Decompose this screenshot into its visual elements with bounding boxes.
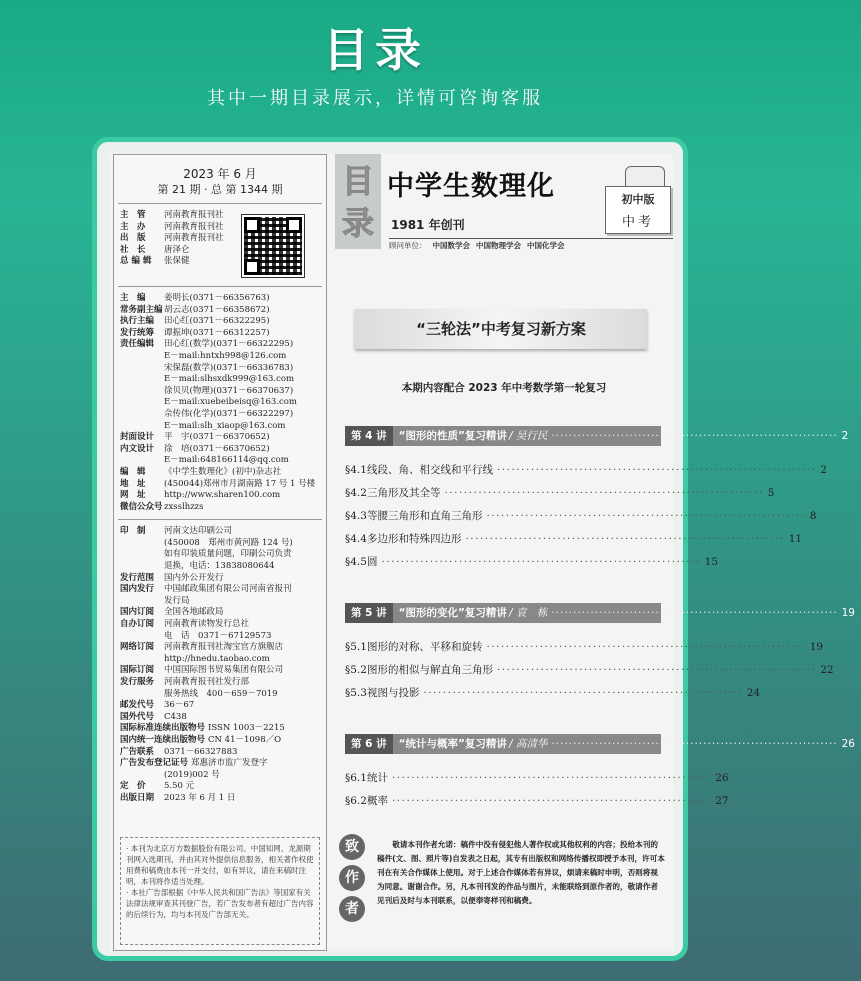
info-row — [120, 467, 326, 479]
info-label: 国外代号 — [120, 711, 155, 722]
info-row — [120, 619, 326, 631]
info-value: E－mail:slhsxdk999@163.com — [164, 374, 295, 385]
info-label: 主 管 — [120, 210, 146, 220]
entry-title: 线段、角、相交线和平行线 — [366, 464, 493, 476]
info-label: 总 编 辑 — [120, 256, 152, 267]
info-label: 编 辑 — [120, 466, 146, 477]
info-value: 河南教育报刊社 — [164, 210, 224, 220]
founded-year: 1981 年创刊 — [391, 218, 465, 232]
info-label: 出版日期 — [120, 792, 155, 803]
entry-number: §4.1 — [345, 464, 367, 476]
toc-entry — [345, 770, 729, 786]
info-label — [120, 351, 164, 363]
info-label: 常务副主编 — [120, 304, 163, 315]
issue-subnote: 本期内容配合 2023 年中考数学第一轮复习 — [401, 382, 607, 394]
info-label: 责任编辑 — [120, 339, 155, 350]
sponsors-label: 顾问单位： — [389, 241, 427, 250]
sponsors — [389, 238, 673, 251]
leader-dots: ·································································· — [391, 772, 712, 784]
info-row — [120, 432, 326, 444]
qr-finder-icon — [244, 259, 260, 275]
mulu-char: 目 — [341, 162, 374, 200]
info-value: 田心红(数学)(0371－66322295) — [164, 339, 294, 350]
info-value: 佘传伟(化学)(0371－66322297) — [164, 408, 294, 419]
info-value: http://www.sharen100.com — [164, 490, 281, 501]
info-label: 国际标准连续出版物号 — [120, 723, 206, 734]
entry-title: 图形的相似与解直角三角形 — [366, 664, 493, 676]
leader-dots: ·································································· — [496, 464, 817, 476]
info-label — [120, 549, 164, 561]
info-value: E－mail:hntxh998@126.com — [164, 350, 287, 361]
info-row — [120, 305, 326, 317]
info-label — [120, 689, 164, 701]
info-value: 河南教育报刊社发行部 — [164, 677, 250, 687]
info-label — [120, 374, 164, 386]
sponsor: 中国数学会 — [432, 241, 470, 250]
issue-date: 2023 年 6 月 — [183, 167, 257, 181]
to-authors-text: 敬请本刊作者允诺：稿件中没有侵犯他人著作权或其他权利的内容；投给本刊的稿件(文、图、照片等)自发表之日起，其专有出版权和网络传播权即授予本刊，许可本刊在有关合作媒体上使用。对于上述合作媒体若有异议，烦请来稿时申明，否则将视为同意。谢谢合作。另，凡本刊刊发的作品与图片，未能联络到原作者的，敬请作者见刊后及时与本刊联系，以便奉寄样刊和稿费。 — [377, 840, 665, 905]
info-label: 发行范围 — [120, 572, 155, 583]
info-row — [120, 735, 326, 747]
info-row — [120, 677, 326, 689]
info-label: 内文设计 — [120, 443, 155, 454]
info-label: 发行统筹 — [120, 327, 155, 338]
info-row — [120, 689, 326, 701]
entry-page: 19 — [809, 641, 824, 653]
entry-number: §5.1 — [345, 641, 367, 653]
info-value: 胡云志(0371－66358672) — [164, 304, 270, 315]
info-label — [120, 455, 164, 467]
toc-entry — [345, 531, 803, 547]
info-value: 中国邮政集团有限公司河南省报刊 — [164, 584, 292, 595]
qr-code — [242, 215, 304, 277]
toc-preview-frame — [92, 137, 855, 961]
entry-page: 24 — [746, 687, 761, 699]
info-value: 河南文达印刷公司 — [164, 526, 233, 537]
info-row — [120, 538, 326, 550]
issue-header — [114, 155, 326, 197]
info-value: (2019)002 号 — [164, 769, 220, 780]
entry-number: §4.4 — [345, 533, 367, 545]
contents-column — [335, 154, 855, 951]
info-label: 封面设计 — [120, 432, 155, 443]
info-value: ISSN 1003－2215 — [208, 723, 285, 734]
info-row — [120, 607, 326, 619]
sponsor: 中国化学会 — [527, 241, 565, 250]
info-value: 电 话 0371－67129573 — [164, 630, 272, 641]
info-value: 河南教育读物发行总社 — [164, 619, 250, 630]
leader-dots: ·································································· — [551, 607, 838, 619]
chapter-number: 第 5 讲 — [345, 603, 393, 623]
toc-page — [109, 154, 855, 951]
info-row — [120, 328, 326, 340]
info-label — [120, 386, 164, 398]
toc-entry — [345, 508, 817, 524]
imprint-column — [113, 154, 327, 951]
edition-tag — [605, 186, 671, 234]
info-row — [120, 584, 326, 596]
entry-page: 5 — [767, 487, 775, 499]
info-label: 发行服务 — [120, 677, 155, 687]
info-value: E－mail:slh_xiaop@163.com — [164, 420, 286, 431]
info-label: 网 址 — [120, 490, 146, 501]
toc-entry — [345, 793, 729, 809]
info-value: 姜明长(0371－66356763) — [164, 293, 270, 303]
info-label — [120, 397, 164, 409]
toc-entry — [345, 485, 775, 501]
info-row — [120, 549, 326, 561]
toc-entry — [345, 639, 824, 655]
edition-tab — [625, 166, 665, 188]
entry-page: 26 — [715, 772, 729, 784]
entry-title: 圆 — [366, 556, 378, 568]
badge-char: 者 — [339, 896, 365, 922]
leader-dots: ·································································· — [423, 687, 743, 699]
info-row — [120, 781, 326, 793]
chapter-page: 2 — [841, 430, 849, 442]
info-value: E－mail:xuebeibeisq@163.com — [164, 397, 297, 408]
info-label: 国内订阅 — [120, 607, 155, 618]
qr-finder-icon — [286, 217, 302, 233]
toc-entry — [345, 462, 827, 478]
info-value: (450044)郑州市月湖南路 17 号 1 号楼 — [164, 478, 316, 489]
leader-dots: ·································································· — [551, 430, 838, 442]
info-label: 国内统一连续出版物号 — [120, 734, 206, 745]
info-label — [120, 770, 164, 782]
info-value: 徐贝贝(物理)(0371－66370637) — [164, 385, 294, 396]
info-value: 河南教育报刊社 — [164, 221, 224, 232]
info-value: 宋保磊(数学)(0371－66336783) — [164, 362, 294, 373]
theme-title: “三轮法”中考复习新方案 — [355, 309, 647, 349]
info-row — [120, 455, 326, 467]
info-label: 地 址 — [120, 478, 146, 489]
divider — [118, 286, 322, 287]
leader-dots: ·································································· — [391, 795, 712, 807]
entry-page: 15 — [704, 556, 719, 568]
info-row — [120, 700, 326, 712]
leader-dots: ·································································· — [496, 664, 817, 676]
info-row — [120, 316, 326, 328]
entry-title: 概率 — [366, 795, 388, 807]
chapter-number: 第 6 讲 — [345, 734, 393, 754]
info-row — [120, 374, 326, 386]
info-row — [120, 561, 326, 573]
info-label: 广告联系 — [120, 746, 155, 757]
info-row — [120, 526, 326, 538]
info-value: 退换，电话：13838080644 — [164, 561, 275, 572]
info-row — [120, 596, 326, 608]
entry-title: 统计 — [366, 772, 388, 784]
info-row — [120, 339, 326, 351]
edition-sub-label: 中考 — [621, 215, 654, 230]
info-value: 郑惠济市监广发登字 — [191, 758, 268, 769]
chapter-author: / 袁 栋 — [508, 607, 548, 619]
info-row — [120, 712, 326, 724]
info-value: 全国各地邮政局 — [164, 607, 224, 618]
info-row — [120, 421, 326, 433]
info-label: 执行主编 — [120, 316, 155, 327]
badge-char: 作 — [339, 865, 365, 891]
info-row — [120, 573, 326, 585]
info-label: 定 价 — [120, 781, 146, 792]
info-value: 唐泽仑 — [164, 244, 190, 255]
entry-title: 等腰三角形和直角三角形 — [366, 510, 483, 522]
divider — [118, 519, 322, 520]
info-value: http://hnedu.taobao.com — [164, 653, 270, 664]
entry-number: §5.2 — [345, 664, 367, 676]
to-authors-badge — [339, 834, 371, 930]
chapter-heading — [345, 734, 855, 754]
info-label: 社 长 — [120, 244, 146, 255]
info-label: 国际订阅 — [120, 665, 155, 676]
info-label: 微信公众号 — [120, 501, 163, 512]
banner — [0, 0, 750, 130]
info-row — [120, 654, 326, 666]
info-label — [120, 363, 164, 375]
info-label: 出 版 — [120, 233, 146, 244]
leader-dots: ·································································· — [465, 533, 785, 545]
mulu-char: 录 — [341, 204, 374, 242]
leader-dots: ·································································· — [551, 738, 838, 750]
info-row — [120, 723, 326, 735]
issue-number: 第 21 期 · 总 第 1344 期 — [157, 183, 283, 196]
masthead: 中学生数理化 — [387, 171, 555, 202]
chapter-title: “统计与概率”复习精讲 — [398, 738, 507, 750]
info-value: 平 宇(0371－66370652) — [164, 432, 270, 443]
entry-number: §5.3 — [345, 687, 367, 699]
info-value: 国内外公开发行 — [164, 572, 224, 583]
copyright-notice: · 本刊为北京万方数据股份有限公司、中国知网、龙源期刊网入选期刊，并由其对外提供信息服务，相关著作权使用费和稿费由本刊一并支付，如有异议，请在来稿时注明，本刊将作适当处理。 · 本社广告部根据《中华人民共和国广告法》等国家有关法律法规审查其刊登广告，若广告发布者有超过广告内容的后续行为，均与本刊及广告部无关。 — [120, 837, 320, 945]
info-label: 自办订阅 — [120, 619, 155, 630]
info-value: 中国国际图书贸易集团有限公司 — [164, 665, 284, 676]
info-row — [120, 770, 326, 782]
info-label — [120, 538, 164, 550]
entry-page: 2 — [820, 464, 827, 476]
info-row — [120, 397, 326, 409]
leader-dots: ·································································· — [444, 487, 764, 499]
info-value: 2023 年 6 月 1 日 — [164, 792, 236, 803]
toc-entry — [345, 554, 719, 570]
info-value: 河南教育报刊社 — [164, 233, 224, 244]
info-row — [120, 665, 326, 677]
info-value: E－mail:648166114@qq.com — [164, 455, 289, 466]
entry-number: §4.5 — [345, 556, 367, 568]
entry-title: 三角形及其全等 — [366, 487, 441, 499]
chapter-number: 第 4 讲 — [345, 426, 393, 446]
info-row — [120, 363, 326, 375]
qr-finder-icon — [244, 217, 260, 233]
info-row — [120, 479, 326, 491]
info-label: 网络订阅 — [120, 642, 155, 653]
banner-title: 目录 — [323, 23, 427, 77]
info-value: 5.50 元 — [164, 781, 195, 792]
info-value: 发行局 — [164, 595, 190, 606]
info-row — [120, 631, 326, 643]
entry-page: 27 — [715, 795, 729, 807]
chapter-page: 19 — [841, 607, 855, 619]
toc-entry — [345, 685, 761, 701]
entry-title: 图形的对称、平移和旋转 — [366, 641, 483, 653]
info-value: C438 — [164, 711, 187, 722]
sponsor: 中国物理学会 — [476, 241, 521, 250]
staff-info — [114, 293, 326, 513]
info-row — [120, 642, 326, 654]
banner-subtitle: 其中一期目录展示，详情可咨询客服 — [207, 88, 543, 109]
info-row — [120, 351, 326, 363]
info-value: 谭振坤(0371－66312257) — [164, 327, 270, 338]
info-label — [120, 654, 164, 666]
info-value: 如有印装质量问题，印刷公司负责 — [164, 549, 292, 560]
chapter-heading — [345, 426, 849, 446]
info-row — [120, 386, 326, 398]
leader-dots: ·································································· — [486, 510, 806, 522]
info-value: 河南教育报刊社淘宝官方旗舰店 — [164, 642, 284, 653]
info-label — [120, 421, 164, 433]
print-info — [114, 526, 326, 804]
mulu-side-label — [335, 154, 381, 249]
info-value: 36－67 — [164, 700, 195, 711]
info-row — [120, 293, 326, 305]
chapter-author: / 吴行民 — [508, 430, 548, 442]
entry-page: 11 — [788, 533, 803, 545]
info-row — [120, 758, 326, 770]
edition-label: 初中版 — [621, 193, 655, 206]
entry-page: 22 — [820, 664, 834, 676]
info-value: zxsslhzzs — [164, 501, 204, 512]
chapter-author: / 高清华 — [508, 738, 548, 750]
info-value: 张保健 — [164, 256, 190, 267]
info-label — [120, 409, 164, 421]
info-label — [120, 561, 164, 573]
info-value: (450008 郑州市黄河路 124 号) — [164, 537, 293, 548]
toc-entry — [345, 662, 834, 678]
leader-dots: ·································································· — [381, 556, 701, 568]
info-row — [120, 409, 326, 421]
entry-number: §4.2 — [345, 487, 367, 499]
chapter-heading — [345, 603, 855, 623]
info-label — [120, 631, 164, 643]
info-label: 印 制 — [120, 526, 146, 537]
chapter-page: 26 — [841, 738, 855, 750]
info-label: 主 办 — [120, 221, 146, 232]
info-row — [120, 444, 326, 456]
info-row — [120, 490, 326, 502]
info-row — [120, 747, 326, 759]
entry-number: §6.2 — [345, 795, 367, 807]
info-row — [120, 502, 326, 514]
info-value: 0371－66327883 — [164, 746, 238, 757]
leader-dots: ·································································· — [486, 641, 806, 653]
entry-title: 视图与投影 — [366, 687, 420, 699]
chapter-title: “图形的变化”复习精讲 — [398, 607, 507, 619]
info-value: 《中学生数理化》(初中)杂志社 — [164, 466, 282, 477]
info-value: CN 41－1098／O — [208, 734, 282, 745]
entry-number: §6.1 — [345, 772, 367, 784]
info-label: 广告发布登记证号 — [120, 758, 189, 769]
info-label — [120, 596, 164, 608]
info-value: 徐 培(0371－66370652) — [164, 443, 270, 454]
divider — [118, 203, 322, 204]
entry-page: 8 — [809, 510, 817, 522]
info-label: 国内发行 — [120, 584, 155, 595]
info-row — [120, 793, 326, 805]
entry-title: 多边形和特殊四边形 — [366, 533, 462, 545]
chapter-title: “图形的性质”复习精讲 — [398, 430, 507, 442]
info-label: 主 编 — [120, 293, 146, 303]
info-value: 服务热线 400－659－7019 — [164, 688, 278, 699]
entry-number: §4.3 — [345, 510, 367, 522]
info-label: 邮发代号 — [120, 700, 155, 711]
info-value: 田心红(0371－66322295) — [164, 316, 270, 327]
badge-char: 致 — [339, 834, 365, 860]
